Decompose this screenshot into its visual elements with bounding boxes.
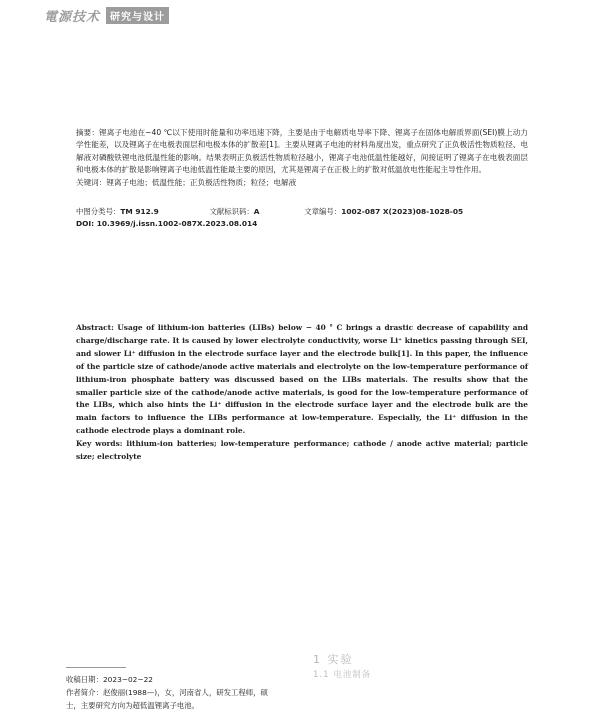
- doc-code-value: A: [253, 207, 260, 216]
- received-date: 收稿日期：2023−02−22: [66, 675, 153, 684]
- author-info-line1: 作者简介：赵俊丽(1988—)，女，河南省人，研发工程师，硕: [66, 688, 268, 698]
- keywords-en-label: Key words:: [76, 439, 127, 449]
- doi-value: 10.3969/j.issn.1002-087X.2023.08.014: [96, 219, 258, 228]
- footnote: [66, 673, 306, 713]
- clc-label: 中图分类号：: [76, 207, 121, 216]
- abstract-en-text: Usage of lithium-ion batteries (LIBs) below − 40 ° C brings a drastic decrease of capability and charge/discharge rate. It is caused by lower electrolyte conductivity, worse Li⁺ kinetics passing through SEI, and slower Li⁺ diffusion in the electrode surface layer and the electrode bulk[1]. In this paper, the influence of the particle size of cathode/anode active materials and electrolyte on the low-temperature performance of lithium-iron phosphate battery was discussed based on the LIBs materials. The results show that the smaller particle size of the cathode/anode active materials, is good for the low-temperature performance of the LIBs, which also hints the Li⁺ diffusion in the electrode surface layer and the electrode bulk are the main factors to influence the LIBs performance at low-temperature. Especially, the Li⁺ diffusion in the cathode electrode plays a dominant role.: [76, 323, 528, 436]
- section-heading: 1 实验: [313, 653, 354, 666]
- footnote-rule: [66, 667, 126, 668]
- abstract-zh-label: 摘要：: [76, 128, 100, 137]
- article-number-value: 1002-087 X(2023)08-1028-05: [341, 207, 464, 216]
- classification-row: [76, 206, 463, 217]
- keywords-en-text: lithium-ion batteries; low-temperature performance; cathode / anode active material; particle size; electrolyte: [76, 439, 528, 462]
- journal-name: 電源技术: [44, 9, 101, 25]
- subsection-heading: 1.1 电池制备: [313, 670, 372, 680]
- author-info-line2: 士，主要研究方向为超低温锂离子电池。: [66, 701, 200, 711]
- clc-value: TM 912.9: [120, 207, 159, 216]
- keywords-zh-label: 关键词：: [76, 177, 107, 187]
- article-number-label: 文章编号：: [304, 207, 342, 216]
- keywords-zh-text: 锂离子电池；低温性能；正负极活性物质；粒径；电解液: [106, 177, 297, 187]
- doc-code-label: 文献标识码：: [209, 207, 254, 216]
- page-header: [44, 7, 169, 23]
- abstract-en-label: Abstract:: [76, 323, 118, 332]
- english-abstract: [76, 322, 528, 464]
- doi-label: DOI:: [76, 219, 97, 228]
- doi-row: [76, 219, 257, 228]
- abstract-zh-text: 锂离子电池在−40 ℃以下使用时能量和功率迅速下降，主要是由于电解质电导率下降、锂离子在固体电解质界面(SEI)膜上动力学性能差，以及锂离子在电极表面层和电极本体的扩散差[1]。主要从锂离子电池的材料角度出发，重点研究了正负极活性物质粒径、电解液对磷酸铁锂电池低温性能的影响。结果表明正负极活性物质粒径越小，锂离子电池低温性能越好，间接证明了锂离子在电极表面层和电极本体的扩散是影响锂离子电池低温性能最主要的原因，尤其是锂离子在正极上的扩散对低温放电性能起主导性作用。: [76, 128, 528, 175]
- section-tag: 研究与设计: [106, 7, 169, 24]
- chinese-abstract: [76, 127, 528, 189]
